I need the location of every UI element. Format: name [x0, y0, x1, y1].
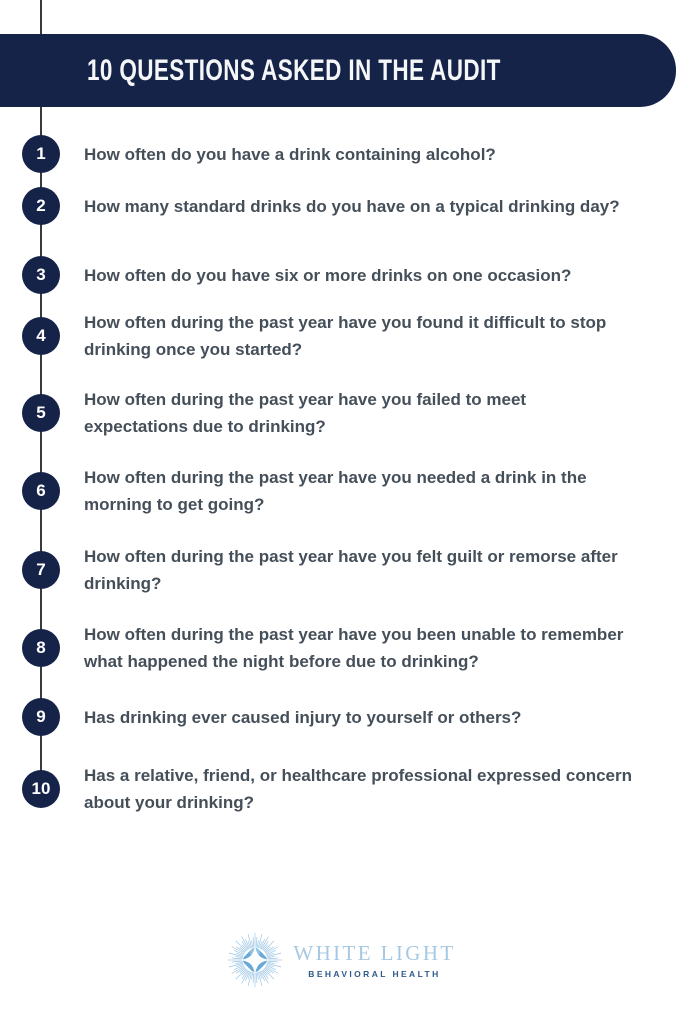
question-number: 8 [36, 638, 46, 657]
question-number: 1 [36, 144, 46, 163]
question-number: 6 [36, 481, 46, 500]
question-number-badge [22, 472, 60, 510]
question-number-column [0, 770, 84, 808]
question-row [0, 135, 683, 173]
question-number: 3 [36, 265, 46, 284]
question-number-badge [22, 770, 60, 808]
question-text: Has drinking ever caused injury to yourself or others? [84, 707, 522, 727]
question-number: 10 [31, 779, 51, 798]
question-text: How often during the past year have you found it difficult to stop drinking once you started? [84, 313, 607, 359]
question-number-column [0, 698, 84, 736]
question-number: 2 [36, 196, 46, 215]
question-number-column [0, 551, 84, 589]
page-title: 10 QUESTIONS ASKED IN THE AUDIT [87, 53, 501, 87]
brand-text-block [293, 941, 455, 979]
question-row [0, 386, 683, 440]
question-number-badge [22, 187, 60, 225]
question-number-column [0, 394, 84, 432]
question-number: 4 [36, 326, 46, 345]
question-number-column [0, 135, 84, 173]
question-number-badge [22, 394, 60, 432]
question-row [0, 621, 683, 675]
starburst-core [227, 932, 283, 988]
question-text: How often during the past year have you needed a drink in the morning to get going? [84, 468, 587, 514]
question-number-badge [22, 256, 60, 294]
question-number-column [0, 629, 84, 667]
brand-name: WHITE LIGHT [293, 941, 456, 965]
question-number: 7 [36, 560, 46, 579]
header-banner [0, 34, 676, 107]
question-text: How often do you have six or more drinks on one occasion? [84, 265, 572, 285]
question-row [0, 309, 683, 363]
questions-list [0, 107, 683, 816]
question-row [0, 256, 683, 294]
question-text: How often do you have a drink containing alcohol? [84, 144, 496, 164]
question-row [0, 464, 683, 518]
question-number-badge [22, 629, 60, 667]
question-text: How often during the past year have you failed to meet expectations due to drinking? [84, 390, 527, 436]
question-number-badge [22, 698, 60, 736]
question-number: 5 [36, 403, 46, 422]
question-number-badge [22, 135, 60, 173]
question-text: Has a relative, friend, or healthcare professional expressed concern about your drinking? [84, 766, 633, 812]
question-row [0, 543, 683, 597]
question-row [0, 187, 683, 225]
footer-logo [0, 932, 683, 988]
question-text: How many standard drinks do you have on a typical drinking day? [84, 196, 620, 216]
question-row [0, 762, 683, 816]
question-number-column [0, 317, 84, 355]
question-number-column [0, 472, 84, 510]
question-text: How often during the past year have you felt guilt or remorse after drinking? [84, 547, 618, 593]
question-number-column [0, 256, 84, 294]
question-row [0, 698, 683, 736]
question-text: How often during the past year have you been unable to remember what happened the night before due to drinking? [84, 625, 624, 671]
question-number-badge [22, 317, 60, 355]
brand-tagline: BEHAVIORAL HEALTH [308, 969, 441, 979]
starburst-icon [227, 932, 283, 988]
question-number-column [0, 187, 84, 225]
question-number-badge [22, 551, 60, 589]
question-number: 9 [36, 707, 46, 726]
